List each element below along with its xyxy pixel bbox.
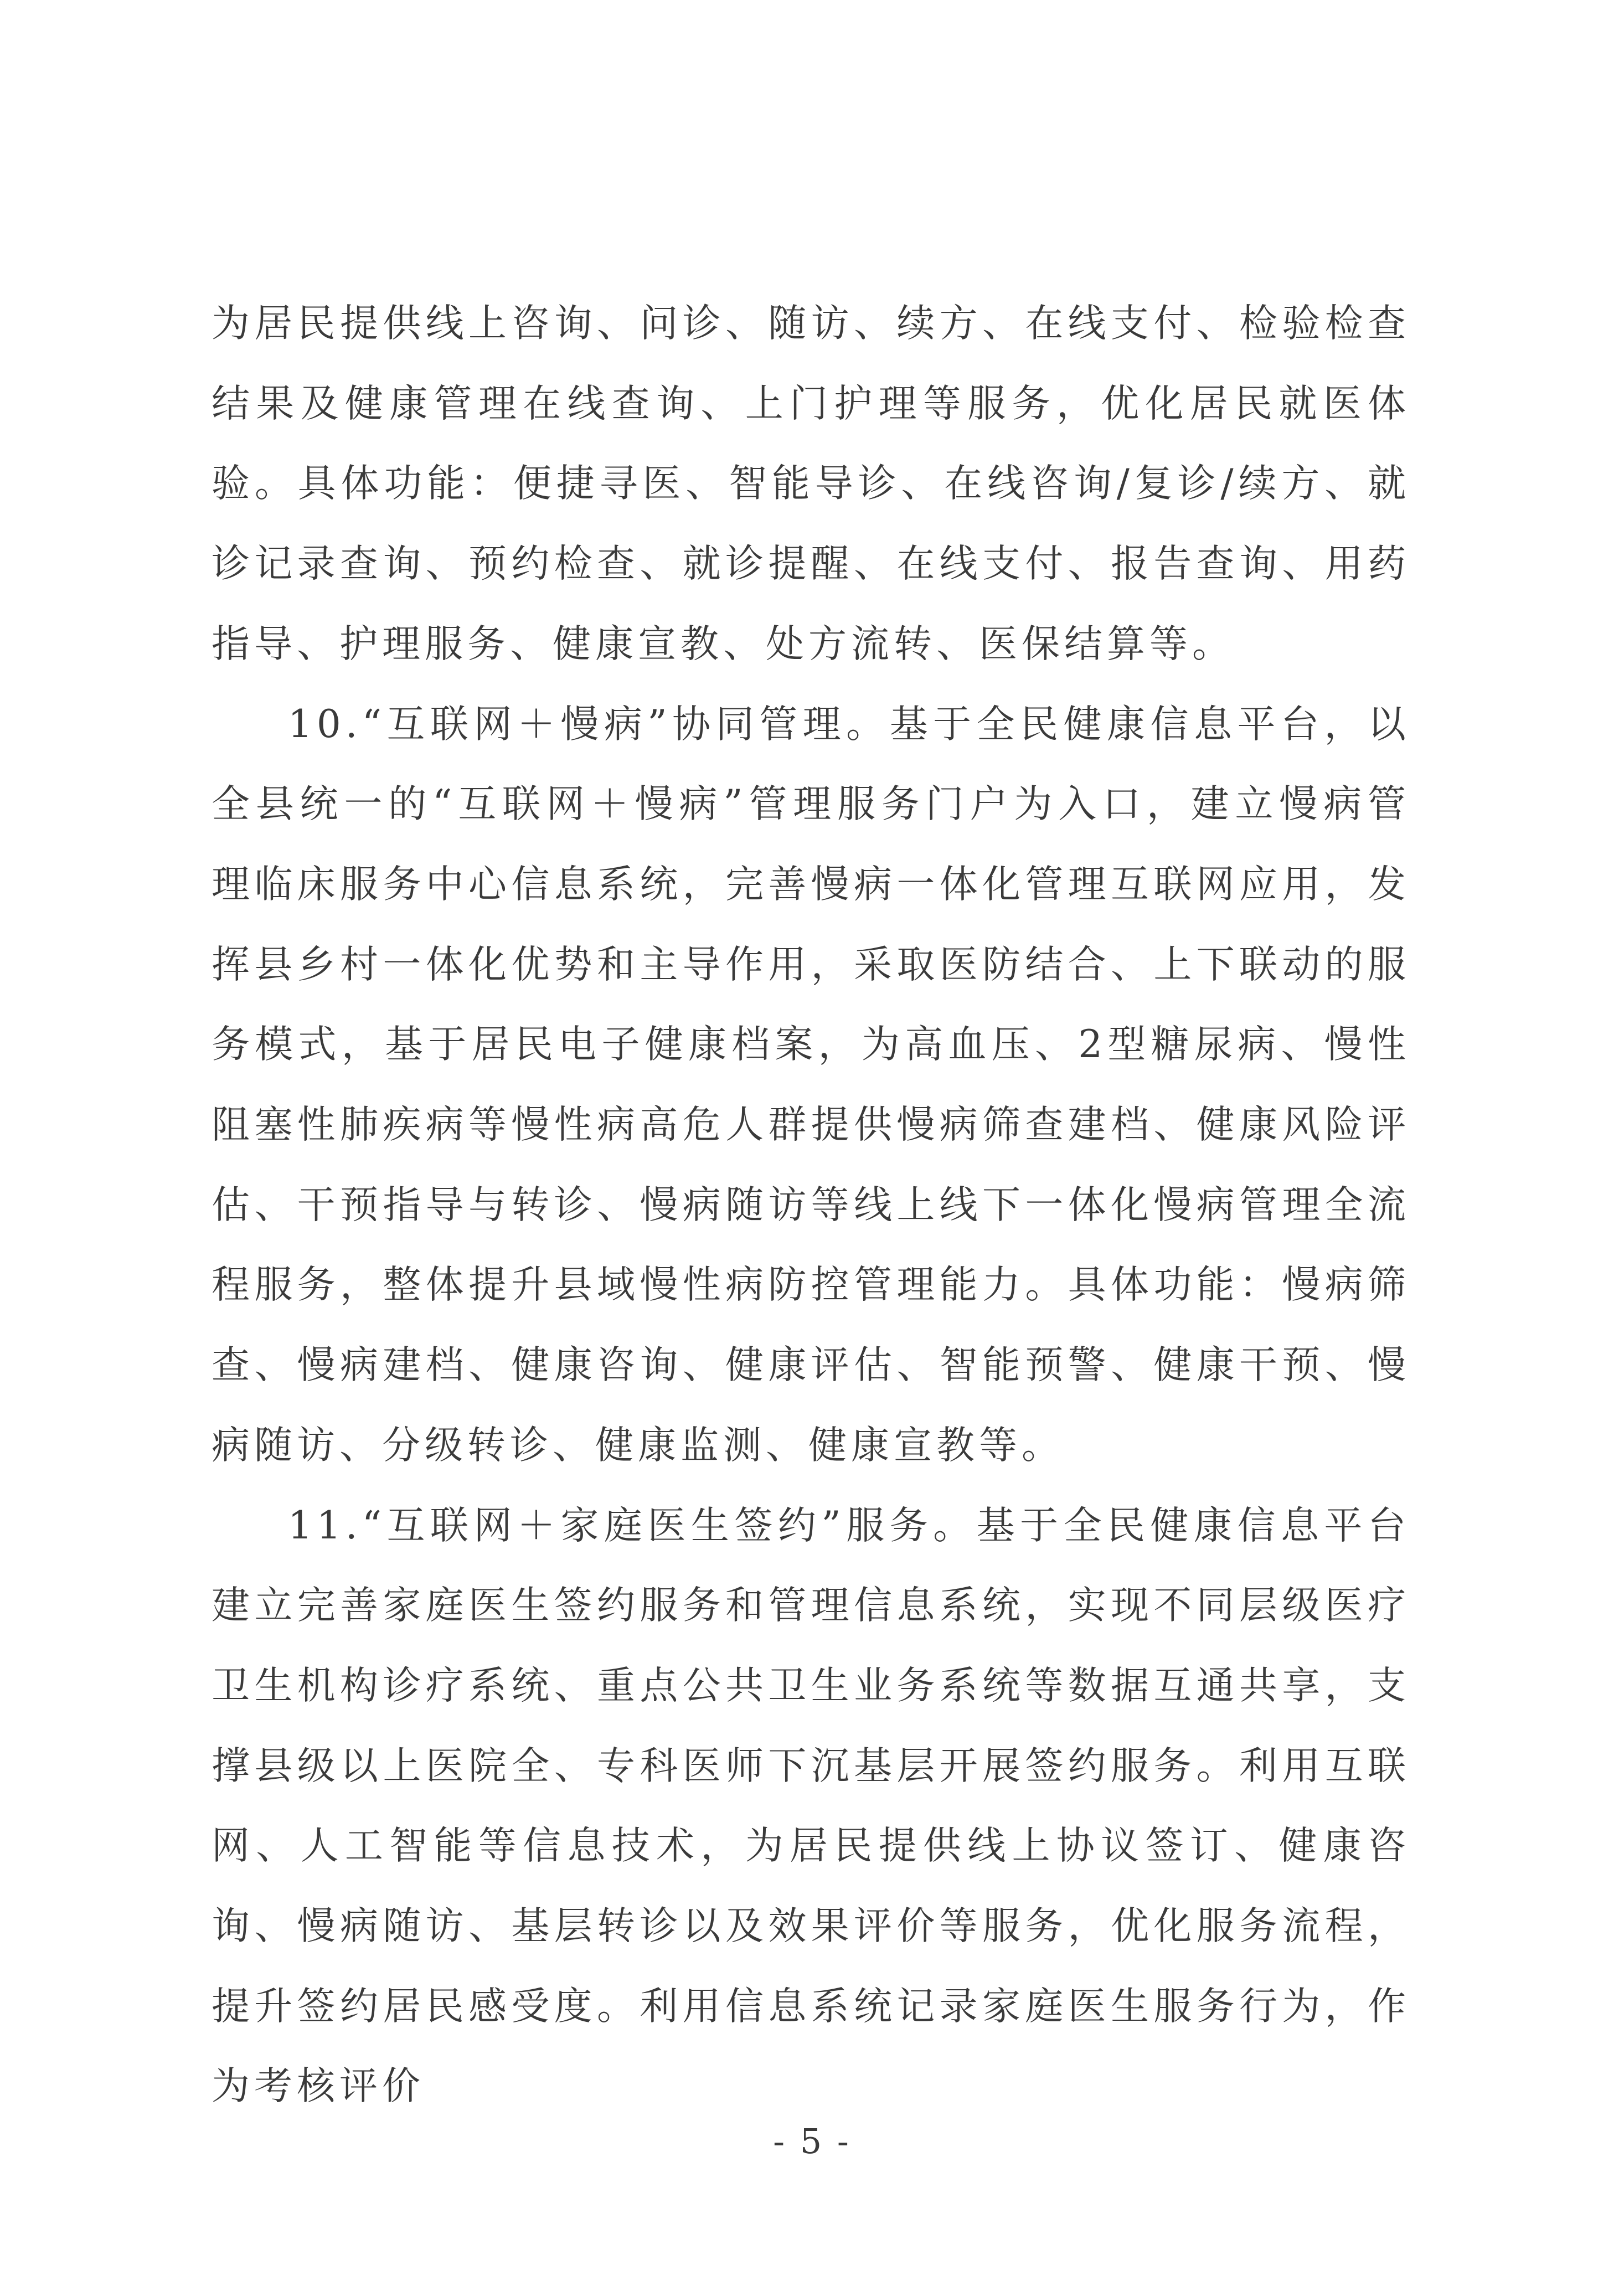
paragraph-intro-continuation: 为居民提供线上咨询、问诊、随访、续方、在线支付、检验检查结果及健康管理在线查询、上门护理等服务，优化居民就医体验。具体功能：便捷寻医、智能导诊、在线咨询/复诊/续方、就诊记录查询、预约检查、就诊提醒、在线支付、报告查询、用药指导、护理服务、健康宣教、处方流转、医保结算等。	[212, 301, 1410, 666]
body-text	[212, 284, 1410, 2127]
paragraph-item-11: 11.“互联网＋家庭医生签约”服务。基于全民健康信息平台建立完善家庭医生签约服务和管理信息系统，实现不同层级医疗卫生机构诊疗系统、重点公共卫生业务系统等数据互通共享，支撑县级以上医院全、专科医师下沉基层开展签约服务。利用互联网、人工智能等信息技术，为居民提供线上协议签订、健康咨询、慢病随访、基层转诊以及效果评价等服务，优化服务流程，提升签约居民感受度。利用信息系统记录家庭医生服务行为，作为考核评价	[212, 1503, 1410, 2109]
page-number: - 5 -	[773, 2121, 851, 2161]
paragraph-item-10: 10.“互联网＋慢病”协同管理。基于全民健康信息平台，以全县统一的“互联网＋慢病”管理服务门户为入口，建立慢病管理临床服务中心信息系统，完善慢病一体化管理互联网应用，发挥县乡村一体化优势和主导作用，采取医防结合、上下联动的服务模式，基于居民电子健康档案，为高血压、2型糖尿病、慢性阻塞性肺疾病等慢性病高危人群提供慢病筛查建档、健康风险评估、干预指导与转诊、慢病随访等线上线下一体化慢病管理全流程服务，整体提升县域慢性病防控管理能力。具体功能：慢病筛查、慢病建档、健康咨询、健康评估、智能预警、健康干预、慢病随访、分级转诊、健康监测、健康宣教等。	[212, 702, 1410, 1468]
